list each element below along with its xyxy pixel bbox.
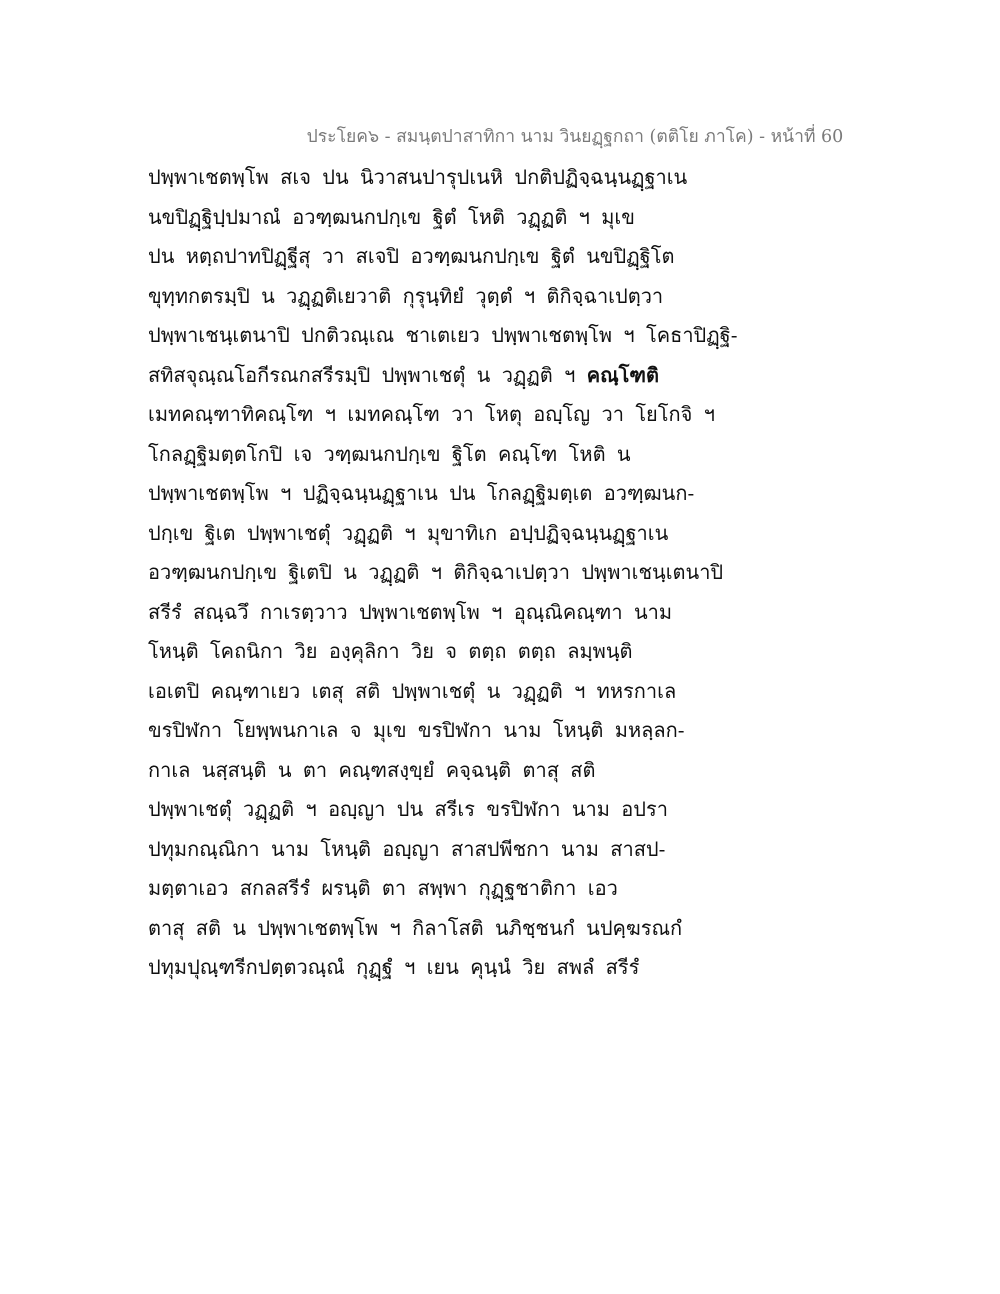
text-line-content: โหนฺติ โคถนิกา วิย องฺคุลิกา วิย จ ตตฺถ ตตฺถ ลมฺพนฺติ — [148, 639, 633, 663]
text-line-content: เมทคณฺฑาทิคณฺโฑ ฯ เมทคณฺโฑ วา โหตุ อญฺโญ วา โยโกจิ ฯ — [148, 402, 715, 426]
text-line-content: สรีรํ สณฺฉวึ กาเรตฺวาว ปพฺพาเชตพฺโพ ฯ อุณฺณิคณฺฑา นาม — [148, 599, 673, 624]
text-line-content: ปพฺพาเชตพฺโพ สเจ ปน นิวาสนปารุปเนหิ ปกติปฏิจฺฉนฺนฏฺฐาเน — [148, 165, 688, 189]
text-line — [148, 711, 708, 751]
text-line-content: ตาสุ สติ น ปพฺพาเชตพฺโพ ฯ กิลาโสติ นภิชฺชนกํ นปคฺฆรณกํ — [148, 915, 683, 940]
text-line-content: อวฑฺฒนกปกฺเข ฐิเตปิ น วฏฺฏติ ฯ ติกิจฺฉาเปตฺวา ปพฺพาเชนฺเตนาปิ — [148, 560, 724, 584]
page-body — [148, 158, 738, 988]
text-line-content: นขปิฏฺฐิปฺปมาณํ อวฑฺฒนกปกฺเข ฐิตํ โหติ วฏฺฏติ ฯ มุเข — [148, 204, 635, 229]
text-line-content: โกลฏฺฐิมตฺตโกปิ เจ วฑฺฒนกปกฺเข ฐิโต คณฺโฑ โหติ น — [148, 441, 631, 466]
text-line — [148, 869, 708, 909]
text-line — [148, 672, 708, 712]
text-line-content: ปกฺเข ฐิเต ปพฺพาเชตุํ วฏฺฏติ ฯ มุขาทิเก อปฺปฏิจฺฉนฺนฏฺฐาเน — [148, 520, 669, 545]
text-line-content: ปพฺพาเชตุํ วฏฺฏติ ฯ อญฺญา ปน สรีเร ขรปิฬกา นาม อปรา — [148, 797, 668, 821]
text-line — [148, 158, 708, 198]
text-line — [148, 830, 708, 870]
text-line — [148, 277, 708, 317]
text-line-content: ปพฺพาเชนฺเตนาปิ ปกติวณฺเณ ชาเตเยว ปพฺพาเชตพฺโพ ฯ โคธาปิฏฺฐิ- — [148, 323, 738, 347]
text-line — [148, 909, 708, 949]
running-header — [0, 122, 1000, 150]
bold-headword: คณฺโฑติ — [586, 362, 659, 387]
text-line — [148, 514, 708, 554]
text-line — [148, 356, 708, 396]
text-line-content: ปทุมกณฺณิกา นาม โหนฺติ อญฺญา สาสปพีชกา นาม สาสป- — [148, 836, 666, 861]
text-line-content: มตฺตาเอว สกลสรีรํ ผรนฺติ ตา สพฺพา กุฏฺฐชาติกา เอว — [148, 876, 618, 900]
text-line-content: สทิสจุณฺณโอกีรณกสรีรมฺปิ ปพฺพาเชตุํ น วฏฺฏติ ฯ — [148, 362, 587, 387]
text-line-content: ขุทฺทกตรมฺปิ น วฏฺฏติเยวาติ กุรุนฺทิยํ วุตฺตํ ฯ ติกิจฺฉาเปตฺวา — [148, 283, 664, 308]
text-line — [148, 751, 708, 791]
text-line — [148, 237, 708, 277]
text-line-content: เอเตปิ คณฺฑาเยว เตสุ สติ ปพฺพาเชตุํ น วฏฺฏติ ฯ ทหรกาเล — [148, 678, 677, 703]
text-line — [148, 435, 708, 475]
text-line — [148, 316, 738, 356]
text-line — [148, 198, 708, 238]
text-line-content: ปน หตฺถปาทปิฏฺฐีสุ วา สเจปิ อวฑฺฒนกปกฺเข ฐิตํ นขปิฏฺฐิโต — [148, 244, 675, 268]
text-line — [148, 395, 715, 435]
text-line — [148, 632, 708, 672]
text-line — [148, 593, 708, 633]
text-line — [148, 790, 708, 830]
text-line-content: กาเล นสฺสนฺติ น ตา คณฺฑสงฺขฺยํ คจฺฉนฺติ ตาสุ สติ — [148, 757, 596, 782]
text-line — [148, 474, 708, 514]
text-line-content: ปพฺพาเชตพฺโพ ฯ ปฏิจฺฉนฺนฏฺฐาเน ปน โกลฏฺฐิมตฺเต อวฑฺฒนก- — [148, 481, 695, 505]
running-header-text: ประโยค๖ - สมนฺตปาสาทิกา นาม วินยฏฺฐกถา (ตติโย ภาโค) - หน้าที่ 60 — [306, 127, 844, 147]
text-line — [148, 948, 708, 988]
text-line-content: ปทุมปุณฺฑรีกปตฺตวณฺณํ กุฏฺฐํ ฯ เยน คุนฺนํ วิย สพลํ สรีรํ — [148, 955, 640, 979]
text-line-content: ขรปิฬกา โยพฺพนกาเล จ มุเข ขรปิฬกา นาม โหนฺติ มหลฺลก- — [148, 718, 685, 742]
text-line — [148, 553, 724, 593]
